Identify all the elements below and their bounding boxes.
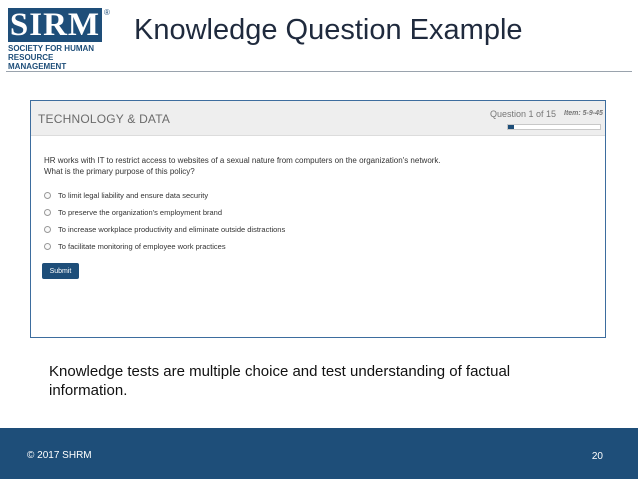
question-line-1: HR works with IT to restrict access to websites of a sexual nature from computers on the organization's network.	[44, 156, 441, 165]
shrm-logo	[8, 8, 108, 70]
answer-option-3[interactable]	[44, 221, 584, 238]
logo-tagline-line1: SOCIETY FOR HUMAN	[8, 44, 95, 53]
answer-option-label: To facilitate monitoring of employee work practices	[58, 242, 226, 251]
answer-option-4[interactable]	[44, 238, 584, 255]
question-line-2: What is the primary purpose of this policy?	[44, 167, 195, 176]
question-counter: Question 1 of 15	[490, 109, 557, 119]
registered-mark: ®	[104, 8, 110, 17]
answer-options	[44, 187, 584, 255]
answer-option-1[interactable]	[44, 187, 584, 204]
submit-button[interactable]: Submit	[42, 263, 79, 279]
answer-option-label: To limit legal liability and ensure data security	[58, 191, 209, 200]
progress-fill	[508, 125, 514, 129]
slide-title: Knowledge Question Example	[134, 14, 523, 46]
quiz-screenshot	[30, 100, 606, 338]
item-id: Item: 5-9-45	[564, 110, 603, 117]
radio-button-icon[interactable]	[44, 192, 51, 199]
progress-bar	[507, 124, 601, 130]
copyright-text: © 2017 SHRM	[27, 450, 92, 461]
page-number: 20	[591, 451, 603, 462]
logo-mark: SIRM	[9, 7, 101, 43]
radio-button-icon[interactable]	[44, 243, 51, 250]
radio-button-icon[interactable]	[44, 226, 51, 233]
radio-button-icon[interactable]	[44, 209, 51, 216]
logo-tagline	[8, 44, 108, 71]
answer-option-label: To preserve the organization's employment brand	[58, 208, 223, 217]
question-text	[44, 155, 600, 177]
logo-tagline-line2: RESOURCE MANAGEMENT	[8, 53, 67, 71]
title-divider	[6, 71, 632, 72]
quiz-header	[31, 101, 605, 136]
answer-option-label: To increase workplace productivity and eliminate outside distractions	[58, 225, 286, 234]
slide-caption: Knowledge tests are multiple choice and test understanding of factual information.	[49, 363, 511, 399]
footer-bar	[0, 428, 638, 479]
answer-option-2[interactable]	[44, 204, 584, 221]
section-title: TECHNOLOGY & DATA	[38, 112, 171, 126]
